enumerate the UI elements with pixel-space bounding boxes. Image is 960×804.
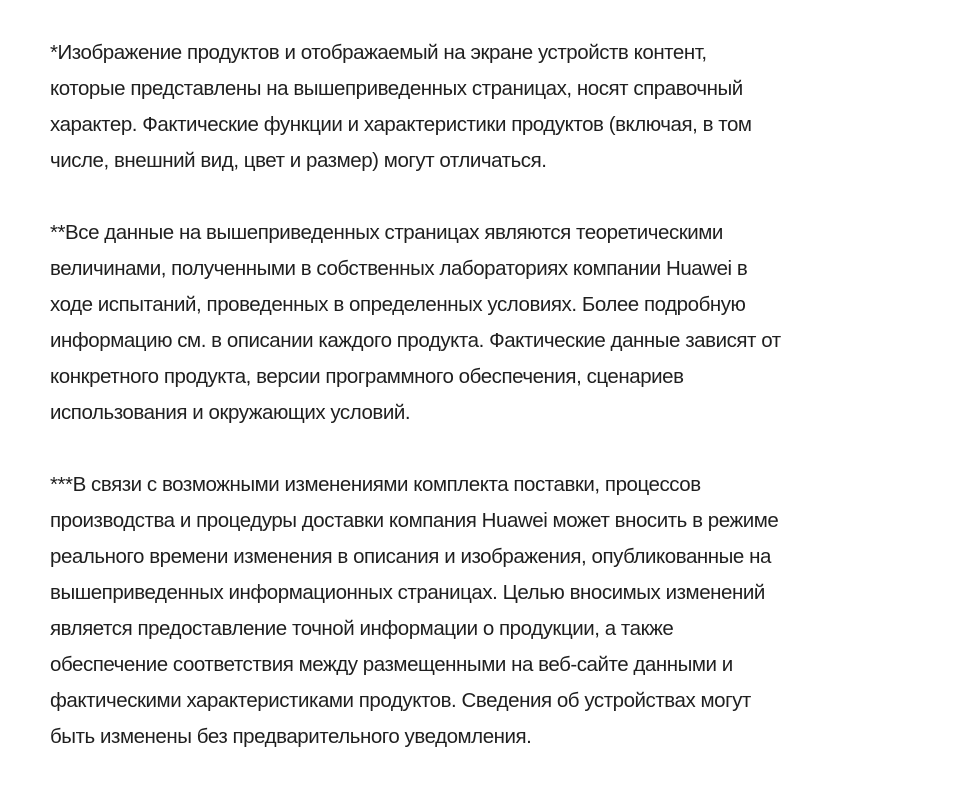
text-line: ***В связи с возможными изменениями комплекта поставки, процессов: [50, 473, 701, 496]
text-line: фактическими характеристиками продуктов. Сведения об устройствах могут: [50, 689, 751, 712]
disclaimer-paragraph-changes: [50, 467, 930, 755]
disclaimer-paragraph-data: [50, 215, 930, 431]
text-line: **Все данные на вышеприведенных страницах являются теоретическими: [50, 221, 723, 244]
text-line: величинами, полученными в собственных лабораториях компании Huawei в: [50, 257, 748, 280]
text-line: использования и окружающих условий.: [50, 401, 411, 424]
disclaimer-text: [50, 35, 930, 791]
text-line: характер. Фактические функции и характеристики продуктов (включая, в том: [50, 113, 752, 136]
text-line: реального времени изменения в описания и изображения, опубликованные на: [50, 545, 771, 568]
text-line: ходе испытаний, проведенных в определенных условиях. Более подробную: [50, 293, 746, 316]
text-line: которые представлены на вышеприведенных страницах, носят справочный: [50, 77, 743, 100]
text-line: *Изображение продуктов и отображаемый на экране устройств контент,: [50, 41, 707, 64]
text-line: вышеприведенных информационных страницах. Целью вносимых изменений: [50, 581, 765, 604]
text-line: информацию см. в описании каждого продукта. Фактические данные зависят от: [50, 329, 781, 352]
text-line: обеспечение соответствия между размещенными на веб-сайте данными и: [50, 653, 733, 676]
text-line: быть изменены без предварительного уведомления.: [50, 725, 532, 748]
disclaimer-paragraph-images: [50, 35, 930, 179]
text-line: числе, внешний вид, цвет и размер) могут отличаться.: [50, 149, 547, 172]
text-line: конкретного продукта, версии программного обеспечения, сценариев: [50, 365, 684, 388]
text-line: производства и процедуры доставки компания Huawei может вносить в режиме: [50, 509, 779, 532]
text-line: является предоставление точной информации о продукции, а также: [50, 617, 674, 640]
